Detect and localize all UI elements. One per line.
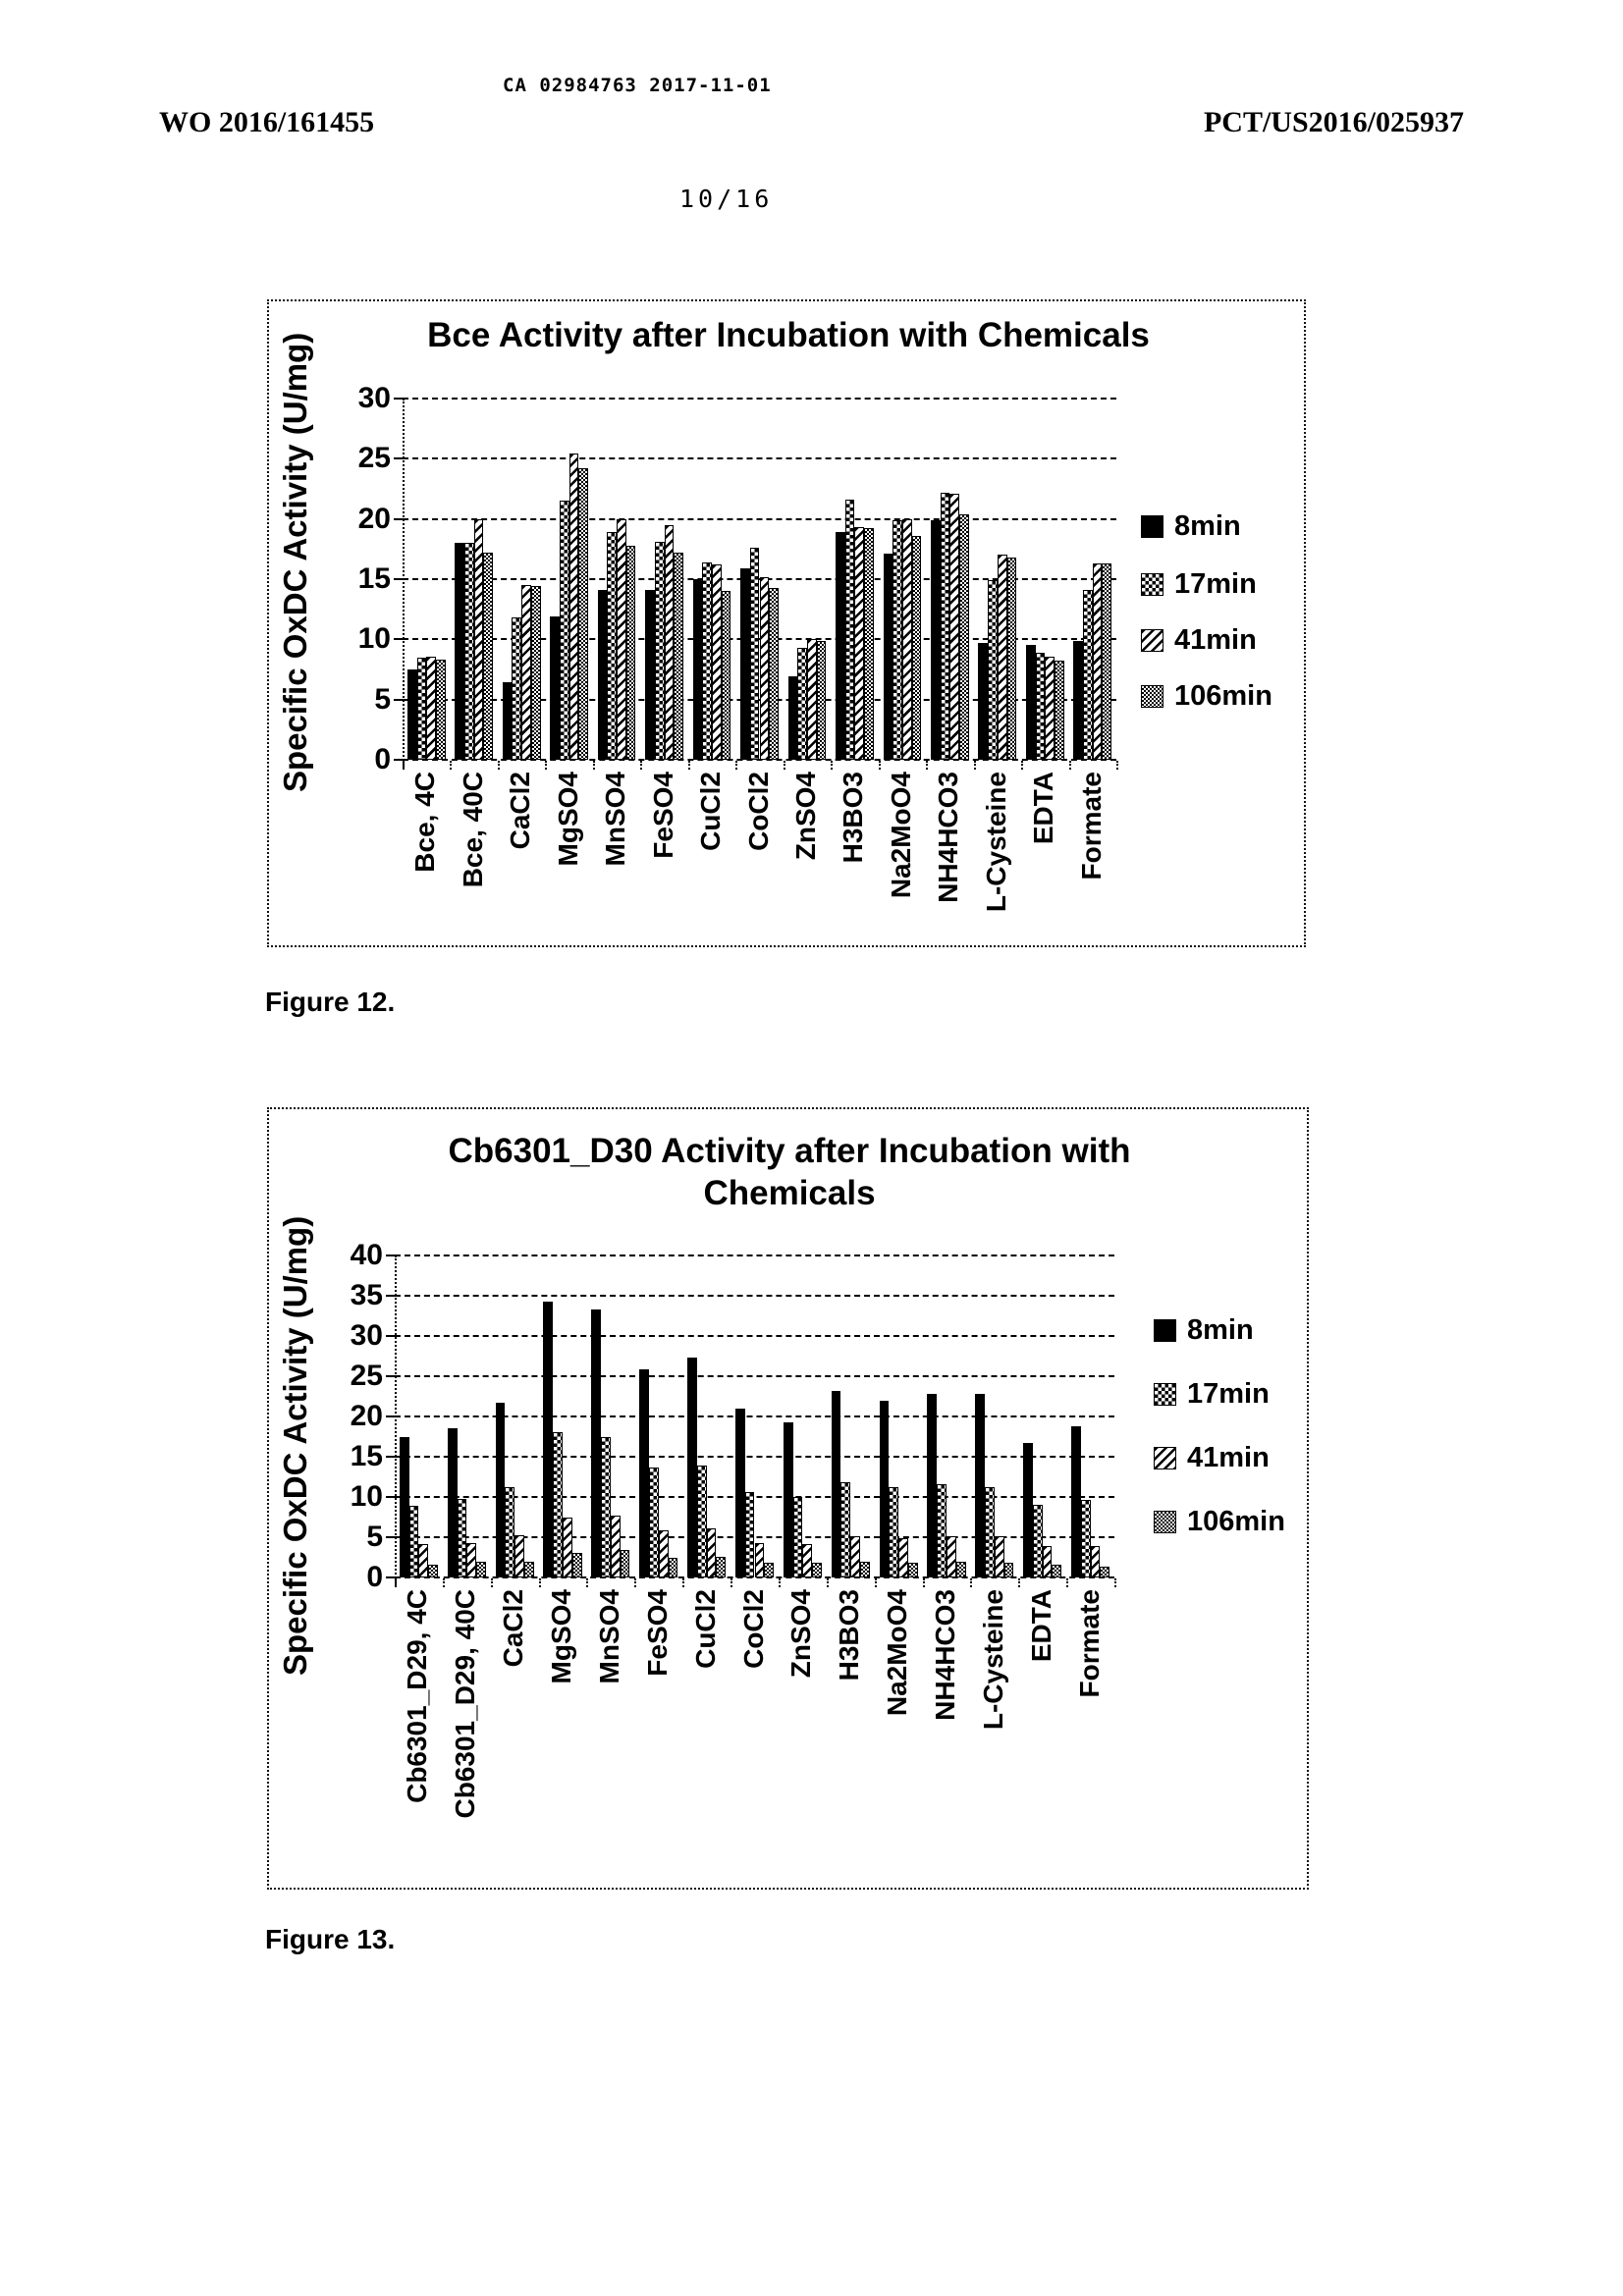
bar-106min [669, 1558, 678, 1577]
legend-swatch-checker [1154, 1383, 1176, 1406]
bar-8min [1071, 1426, 1081, 1577]
y-tick-mark [394, 518, 403, 520]
y-tick-label: 15 [357, 562, 391, 595]
bar-17min [512, 617, 521, 760]
y-tick-label: 0 [374, 743, 391, 775]
bar-41min [995, 1536, 1004, 1577]
bar-17min [941, 493, 950, 760]
y-tick-label: 30 [357, 382, 391, 414]
bar-106min [1004, 1563, 1014, 1577]
bar-41min [521, 585, 531, 760]
bar-17min [560, 501, 569, 760]
bar-8min [735, 1409, 745, 1577]
bar-17min [793, 1497, 803, 1577]
bar-106min [578, 468, 588, 760]
bar-106min [1007, 558, 1017, 760]
bar-106min [908, 1563, 918, 1577]
x-tick-mark [593, 761, 595, 770]
bar-106min [722, 591, 731, 760]
x-tick-mark [970, 1578, 972, 1587]
legend-item-106min [1141, 680, 1272, 713]
bar-8min [832, 1391, 841, 1577]
x-tick-mark [1066, 1578, 1068, 1587]
bar-17min [1083, 590, 1093, 760]
x-tick-mark [730, 1578, 732, 1587]
x-tick-mark [735, 761, 737, 770]
x-axis-label: Na2MoO4 [885, 772, 916, 899]
bar-17min [601, 1437, 611, 1577]
bar-17min [840, 1482, 850, 1577]
bar-41min [474, 519, 484, 760]
bar-41min [1091, 1546, 1101, 1577]
bar-41min [569, 454, 579, 760]
x-axis-label: FeSO4 [647, 772, 678, 859]
x-axis-label: CoCl2 [742, 772, 774, 851]
bar-106min [1100, 1567, 1109, 1577]
x-tick-mark [586, 1578, 588, 1587]
bar-8min [978, 643, 988, 760]
bar-41min [850, 1536, 860, 1577]
x-tick-mark [923, 1578, 925, 1587]
bar-106min [572, 1553, 582, 1577]
bar-106min [812, 1563, 822, 1577]
x-axis-label: Cb6301_D29, 4C [402, 1589, 433, 1803]
bar-8min [543, 1302, 553, 1577]
gridline [403, 457, 1116, 459]
legend-item-17min [1154, 1378, 1270, 1411]
bar-17min [750, 548, 760, 760]
bar-8min [400, 1437, 409, 1577]
bar-41min [1043, 1546, 1053, 1577]
chart-title: Cb6301_D30 Activity after Incubation with Chemicals [448, 1132, 1131, 1212]
x-axis-label: CuCl2 [689, 1589, 721, 1669]
bar-8min [880, 1401, 890, 1577]
y-tick-mark [394, 457, 403, 459]
bar-8min [975, 1394, 985, 1577]
x-axis-label: H3BO3 [834, 1589, 865, 1682]
x-tick-mark [1114, 1578, 1116, 1587]
x-axis-label: MgSO4 [546, 1589, 577, 1684]
legend-item-8min [1154, 1314, 1254, 1347]
y-tick-mark [394, 759, 403, 761]
bar-17min [655, 542, 665, 760]
bar-106min [436, 660, 446, 760]
bar-17min [797, 648, 807, 760]
x-tick-mark [450, 761, 452, 770]
bar-8min [927, 1394, 937, 1577]
bar-17min [1036, 653, 1046, 760]
x-axis-label: NH4HCO3 [929, 1589, 960, 1721]
bar-106min [531, 586, 541, 760]
x-axis-label: L-Cysteine [977, 1589, 1008, 1731]
bar-8min [687, 1358, 697, 1577]
bar-106min [860, 1562, 870, 1577]
x-axis-label: EDTA [1028, 772, 1059, 845]
x-tick-mark [403, 761, 405, 770]
bar-17min [697, 1466, 707, 1577]
x-axis-label: NH4HCO3 [933, 772, 964, 903]
x-axis-label: ZnSO4 [785, 1589, 817, 1679]
bar-17min [889, 1487, 898, 1577]
bar-106min [428, 1565, 438, 1577]
bar-17min [745, 1492, 755, 1577]
legend-item-17min [1141, 568, 1257, 601]
legend-swatch-checker [1141, 573, 1163, 596]
y-tick-label: 10 [357, 622, 391, 656]
bar-17min [464, 543, 474, 760]
bar-8min [455, 543, 464, 760]
y-axis-line [395, 1255, 397, 1585]
y-tick-mark [386, 1536, 395, 1538]
bar-17min [409, 1506, 419, 1577]
x-axis-label: H3BO3 [838, 772, 869, 864]
pct-application-number: PCT/US2016/025937 [1203, 106, 1464, 138]
x-axis-label: Formate [1073, 1589, 1105, 1698]
legend-item-41min [1154, 1442, 1270, 1474]
bar-106min [621, 1550, 630, 1577]
bar-17min [893, 520, 902, 760]
bar-41min [898, 1538, 908, 1577]
y-tick-label: 25 [350, 1360, 383, 1392]
bar-41min [902, 519, 912, 760]
x-tick-mark [539, 1578, 541, 1587]
bar-8min [884, 554, 893, 760]
y-tick-label: 30 [350, 1319, 383, 1352]
bar-106min [626, 546, 636, 760]
x-axis-label: ZnSO4 [789, 772, 821, 861]
bar-41min [426, 657, 436, 760]
y-axis-title: Specific OxDC Activity (U/mg) [277, 332, 313, 792]
x-axis-label: MnSO4 [593, 1589, 624, 1684]
figure-13-chart [267, 1107, 1309, 1890]
bar-8min [639, 1369, 649, 1577]
bar-8min [931, 520, 941, 760]
x-tick-mark [682, 1578, 684, 1587]
y-tick-mark [386, 1335, 395, 1337]
bar-41min [563, 1518, 572, 1578]
bar-8min [693, 579, 703, 760]
x-tick-mark [545, 761, 547, 770]
y-tick-label: 0 [366, 1561, 383, 1593]
bar-106min [912, 536, 922, 760]
bar-17min [607, 532, 617, 760]
bar-106min [483, 553, 493, 760]
bar-106min [864, 528, 874, 760]
figure-13-caption: Figure 13. [265, 1924, 396, 1954]
bar-41min [514, 1535, 524, 1577]
bar-17min [649, 1468, 659, 1577]
bar-41min [707, 1528, 717, 1577]
y-tick-label: 15 [350, 1440, 383, 1472]
bar-41min [611, 1516, 621, 1577]
bar-106min [524, 1562, 534, 1577]
bar-106min [476, 1562, 486, 1577]
legend-item-41min [1141, 624, 1257, 657]
legend-swatch-solid [1154, 1319, 1176, 1342]
y-tick-mark [386, 1415, 395, 1417]
y-tick-label: 40 [350, 1239, 383, 1271]
chart-title: Bce Activity after Incubation with Chemicals [427, 316, 1150, 354]
y-tick-mark [394, 638, 403, 640]
gridline [395, 1295, 1114, 1297]
bar-41min [802, 1544, 812, 1577]
bar-41min [418, 1544, 428, 1577]
x-axis-label: CuCl2 [695, 772, 727, 851]
bar-8min [1026, 645, 1036, 760]
bar-17min [458, 1499, 467, 1577]
bar-17min [417, 658, 427, 760]
bar-8min [740, 568, 750, 760]
figure-12-chart [267, 299, 1306, 947]
legend-label: 17min [1187, 1378, 1270, 1410]
bar-17min [985, 1487, 995, 1577]
bar-8min [496, 1403, 506, 1577]
y-axis-line [403, 399, 405, 768]
x-tick-mark [688, 761, 690, 770]
legend-label: 8min [1174, 510, 1241, 542]
canada-filing-stamp: CA 02984763 2017-11-01 [503, 75, 772, 96]
legend-swatch-diagonal [1141, 629, 1163, 652]
y-tick-mark [386, 1496, 395, 1498]
legend-swatch-solid [1141, 515, 1163, 538]
bar-17min [1081, 1500, 1091, 1577]
bar-8min [407, 669, 417, 760]
x-axis-label: MgSO4 [552, 772, 583, 867]
bar-17min [845, 500, 855, 760]
bar-41min [947, 1536, 956, 1577]
legend-swatch-diagonal [1154, 1447, 1176, 1469]
bar-17min [1033, 1505, 1043, 1577]
x-axis-label: CoCl2 [737, 1589, 769, 1669]
y-tick-label: 5 [366, 1521, 383, 1553]
bar-41min [760, 577, 770, 760]
x-tick-mark [926, 761, 928, 770]
figure-12-caption: Figure 12. [265, 987, 396, 1017]
y-axis-title: Specific OxDC Activity (U/mg) [277, 1215, 313, 1676]
y-tick-mark [386, 1295, 395, 1297]
gridline [403, 518, 1116, 520]
bar-41min [659, 1530, 669, 1577]
legend-label: 17min [1174, 568, 1257, 600]
y-tick-mark [394, 699, 403, 701]
x-axis-label: Formate [1075, 772, 1107, 881]
bar-106min [769, 588, 779, 760]
x-axis-label: CaCl2 [498, 1589, 529, 1668]
x-axis-label: Bce, 4C [409, 772, 441, 873]
legend-label: 106min [1187, 1506, 1285, 1537]
x-axis-label: CaCl2 [505, 772, 536, 850]
bar-41min [998, 555, 1007, 760]
x-axis-label: EDTA [1025, 1589, 1056, 1663]
bar-8min [550, 616, 560, 760]
bar-17min [553, 1432, 563, 1577]
bar-41min [949, 494, 959, 760]
bar-41min [1045, 657, 1055, 760]
legend-swatch-dense-dot [1141, 685, 1163, 708]
bar-8min [1073, 641, 1083, 760]
x-axis-label: FeSO4 [641, 1589, 673, 1677]
x-axis-label: Bce, 40C [457, 772, 488, 888]
bar-106min [1102, 563, 1111, 760]
x-tick-mark [395, 1578, 397, 1587]
x-tick-mark [640, 761, 642, 770]
x-tick-mark [491, 1578, 493, 1587]
bar-106min [956, 1562, 966, 1577]
gridline [395, 1375, 1114, 1377]
bar-41min [1093, 563, 1103, 760]
y-tick-mark [386, 1456, 395, 1458]
x-tick-mark [498, 761, 500, 770]
legend-swatch-dense-dot [1154, 1511, 1176, 1533]
bar-41min [665, 525, 675, 760]
bar-8min [645, 590, 655, 760]
x-axis-label: Na2MoO4 [882, 1589, 913, 1717]
bar-8min [1023, 1443, 1033, 1577]
x-tick-mark [827, 1578, 829, 1587]
legend-item-106min [1154, 1506, 1285, 1538]
y-tick-mark [394, 398, 403, 400]
bar-41min [466, 1543, 476, 1577]
gridline [395, 1335, 1114, 1337]
y-tick-label: 25 [357, 442, 391, 475]
x-tick-mark [1018, 1578, 1020, 1587]
x-tick-mark [1021, 761, 1023, 770]
x-axis-label: MnSO4 [600, 772, 631, 867]
x-tick-mark [784, 761, 785, 770]
bar-17min [505, 1487, 514, 1577]
bar-106min [817, 641, 827, 760]
bar-8min [788, 676, 798, 760]
bar-8min [448, 1428, 458, 1577]
y-tick-label: 10 [350, 1480, 383, 1513]
legend-label: 8min [1187, 1314, 1254, 1346]
legend-label: 41min [1187, 1442, 1270, 1473]
bar-8min [591, 1309, 601, 1577]
sheet-number: 10/16 [679, 185, 774, 213]
y-tick-mark [386, 1375, 395, 1377]
bar-8min [784, 1422, 793, 1577]
bar-41min [854, 527, 864, 760]
y-tick-mark [386, 1255, 395, 1256]
x-tick-mark [443, 1578, 445, 1587]
bar-8min [503, 682, 513, 760]
bar-17min [702, 562, 712, 760]
y-tick-label: 20 [357, 502, 391, 535]
legend-label: 106min [1174, 680, 1272, 712]
x-tick-mark [1116, 761, 1118, 770]
x-tick-mark [831, 761, 833, 770]
x-tick-mark [779, 1578, 781, 1587]
bar-41min [755, 1543, 765, 1577]
bar-41min [617, 519, 626, 760]
bar-106min [1052, 1565, 1061, 1577]
legend-label: 41min [1174, 624, 1257, 656]
gridline [395, 1255, 1114, 1256]
legend-item-8min [1141, 510, 1241, 543]
wo-publication-number: WO 2016/161455 [159, 106, 375, 138]
bar-8min [836, 532, 845, 760]
bar-106min [674, 553, 683, 760]
y-tick-label: 5 [374, 682, 391, 716]
x-axis-label: L-Cysteine [980, 772, 1011, 913]
bar-106min [764, 1563, 774, 1577]
y-tick-mark [394, 578, 403, 580]
x-tick-mark [879, 761, 881, 770]
bar-17min [937, 1484, 947, 1577]
x-tick-mark [974, 761, 976, 770]
y-tick-mark [386, 1576, 395, 1578]
x-tick-mark [875, 1578, 877, 1587]
x-axis-label: Cb6301_D29, 40C [450, 1589, 481, 1819]
bar-17min [988, 580, 998, 760]
x-tick-mark [1069, 761, 1071, 770]
y-tick-label: 35 [350, 1279, 383, 1311]
bar-106min [1055, 661, 1064, 760]
y-tick-label: 20 [350, 1400, 383, 1432]
bar-106min [716, 1557, 726, 1577]
bar-8min [598, 590, 608, 760]
bar-106min [959, 514, 969, 760]
bar-41min [712, 564, 722, 760]
gridline [403, 398, 1116, 400]
bar-41min [807, 639, 817, 760]
x-tick-mark [634, 1578, 636, 1587]
